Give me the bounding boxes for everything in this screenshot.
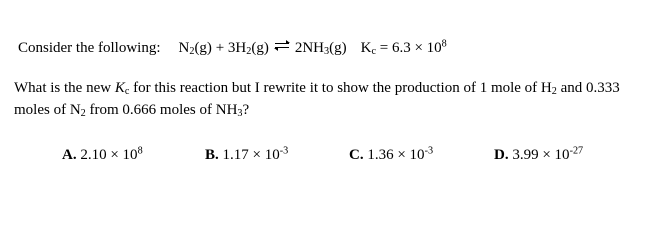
product-nh3: $2NH_3(g)$: [294, 40, 347, 58]
equilibrium-arrow-icon: [275, 41, 289, 51]
question-line-1: What is the new $K_c$ for this reaction but I rewrite it to show the production of 1 mole of $H_2$ and 0.333: [14, 80, 620, 98]
option-value: $3.99 \times 10^{-27}$: [512, 145, 584, 163]
question-line-2: moles of $N_2$ from 0.666 moles of $NH_3$?: [14, 102, 250, 120]
option-d[interactable]: [494, 146, 583, 164]
option-b[interactable]: [205, 146, 288, 164]
option-value: $2.10 \times 10^8$: [80, 145, 143, 163]
reactant-h2: $3H_2(g)$: [227, 40, 269, 58]
option-letter: A.: [62, 147, 77, 163]
option-letter: B.: [205, 147, 219, 163]
option-value: $1.36 \times 10^{-3}$: [367, 145, 434, 163]
equation-line: Consider the following: $N_2(g) + 3H_2(g)$ $2NH_3(g) K_c = 6.3 \times 10^8$: [18, 38, 447, 58]
reactant-n2: $N_2(g)$: [178, 40, 212, 58]
equilibrium-constant: $K_c = 6.3 \times 10^8$: [360, 38, 447, 58]
option-value: $1.17 \times 10^{-3}$: [222, 145, 289, 163]
intro-text: Consider the following:: [18, 40, 161, 56]
option-a[interactable]: [62, 146, 143, 164]
option-letter: C.: [349, 147, 364, 163]
option-c[interactable]: [349, 146, 433, 164]
option-letter: D.: [494, 147, 509, 163]
